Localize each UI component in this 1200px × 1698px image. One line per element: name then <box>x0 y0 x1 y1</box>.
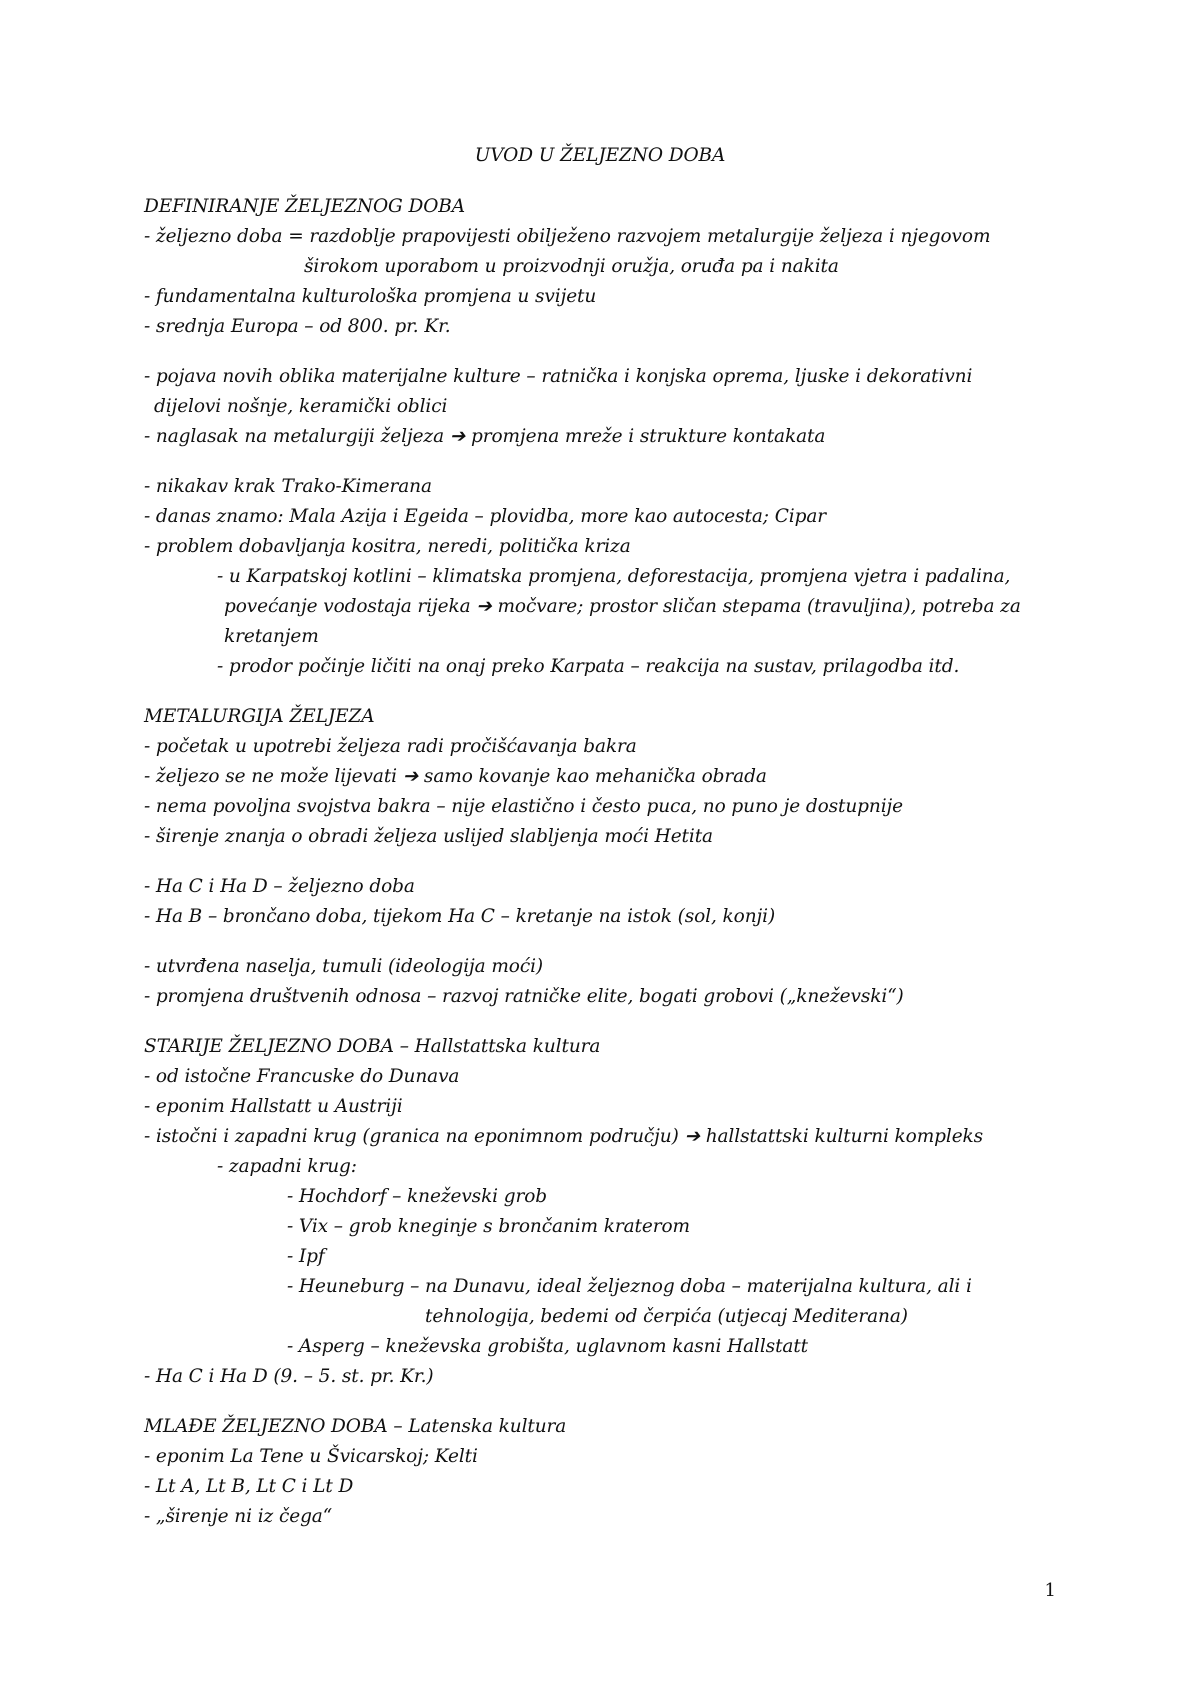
section-heading: METALURGIJA ŽELJEZA <box>144 706 375 727</box>
text-line: - Vix – grob kneginje s brončanim kraterom <box>287 1216 690 1237</box>
text-line: - fundamentalna kulturološka promjena u svijetu <box>144 286 597 307</box>
text-line: - početak u upotrebi željeza radi pročišćavanja bakra <box>144 736 637 757</box>
text-line: - pojava novih oblika materijalne kulture – ratnička i konjska oprema, ljuske i dekorativni <box>144 366 973 387</box>
text-line: - željezno doba = razdoblje prapovijesti obilježeno razvojem metalurgije željeza i njegovom <box>144 226 991 247</box>
text-line: - širenje znanja o obradi željeza uslijed slabljenja moći Hetita <box>144 826 713 847</box>
text-line: povećanje vodostaja rijeka ➔ močvare; prostor sličan stepama (travuljina), potreba za <box>224 596 1021 617</box>
text-line: - eponim La Tene u Švicarskoj; Kelti <box>144 1446 478 1467</box>
text-line: - Ha B – brončano doba, tijekom Ha C – kretanje na istok (sol, konji) <box>144 906 776 927</box>
text-line: - srednja Europa – od 800. pr. Kr. <box>144 316 451 337</box>
text-line: - promjena društvenih odnosa – razvoj ratničke elite, bogati grobovi („kneževski“) <box>144 986 904 1007</box>
text-line: - Hochdorf – kneževski grob <box>287 1186 548 1207</box>
text-line: - nikakav krak Trako-Kimerana <box>144 476 432 497</box>
text-line: - nema povoljna svojstva bakra – nije elastično i često puca, no puno je dostupnije <box>144 796 904 817</box>
page-title: UVOD U ŽELJEZNO DOBA <box>474 145 726 166</box>
text-line: - problem dobavljanja kositra, neredi, politička kriza <box>144 536 631 557</box>
section-heading: DEFINIRANJE ŽELJEZNOG DOBA <box>144 196 466 217</box>
text-line: - naglasak na metalurgiji željeza ➔ promjena mreže i strukture kontakata <box>144 426 826 447</box>
text-line: - Ha C i Ha D – željezno doba <box>144 876 415 897</box>
text-line: - Lt A, Lt B, Lt C i Lt D <box>144 1476 354 1497</box>
text-line: - zapadni krug: <box>217 1156 357 1177</box>
text-line: - eponim Hallstatt u Austriji <box>144 1096 403 1117</box>
text-line: - danas znamo: Mala Azija i Egeida – plovidba, more kao autocesta; Cipar <box>144 506 827 527</box>
text-line: tehnologija, bedemi od čerpića (utjecaj Mediterana) <box>425 1306 908 1327</box>
text-line: širokom uporabom u proizvodnji oružja, oruđa pa i nakita <box>304 256 839 277</box>
text-line: dijelovi nošnje, keramički oblici <box>154 396 448 417</box>
text-line: - u Karpatskoj kotlini – klimatska promjena, deforestacija, promjena vjetra i padalina, <box>217 566 1011 587</box>
text-line: - željezo se ne može lijevati ➔ samo kovanje kao mehanička obrada <box>144 766 767 787</box>
text-line: - od istočne Francuske do Dunava <box>144 1066 460 1087</box>
text-line: - „širenje ni iz čega“ <box>144 1506 333 1527</box>
text-line: - Ipf <box>287 1246 325 1267</box>
text-line: - prodor počinje ličiti na onaj preko Karpata – reakcija na sustav, prilagodba itd. <box>217 656 960 677</box>
text-line: - Asperg – kneževska grobišta, uglavnom kasni Hallstatt <box>287 1336 809 1357</box>
page-number: 1 <box>1044 1580 1056 1601</box>
section-heading: STARIJE ŽELJEZNO DOBA – Hallstattska kultura <box>144 1036 601 1057</box>
text-line: - Heuneburg – na Dunavu, ideal željeznog doba – materijalna kultura, ali i <box>287 1276 972 1297</box>
text-line: - Ha C i Ha D (9. – 5. st. pr. Kr.) <box>144 1366 434 1387</box>
section-heading: MLAĐE ŽELJEZNO DOBA – Latenska kultura <box>144 1416 567 1437</box>
text-line: - istočni i zapadni krug (granica na eponimnom području) ➔ hallstattski kulturni kompleks <box>144 1126 984 1147</box>
text-line: kretanjem <box>224 626 319 647</box>
text-line: - utvrđena naselja, tumuli (ideologija moći) <box>144 956 544 977</box>
